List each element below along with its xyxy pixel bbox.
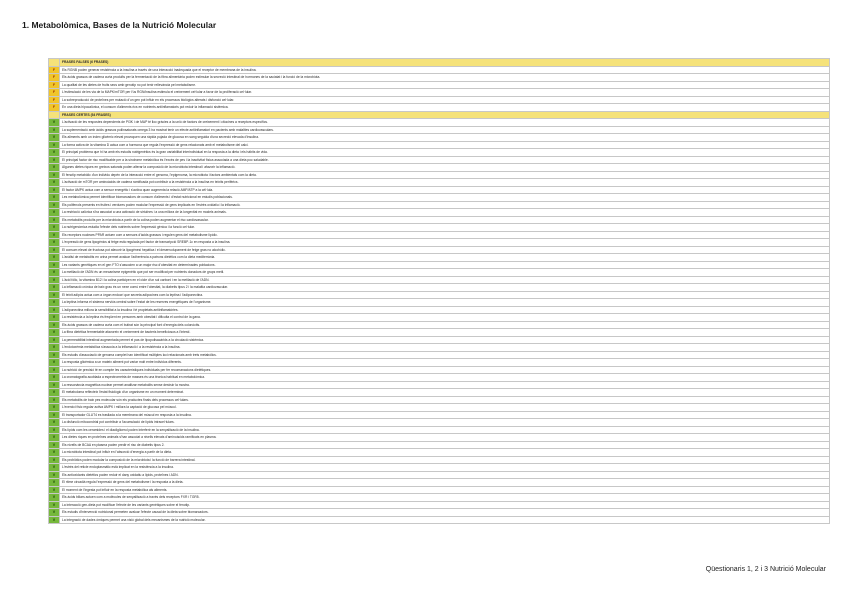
sheet-row [49,231,830,239]
sheet-row [49,381,830,389]
true-mark-cell: V [49,464,60,472]
statement-cell: Els àcids biliars actuen com a molècules de senyalització a través dels receptors FXR i TGR5. [60,494,830,502]
statement-cell: Els àcids grassos de cadena curta produïts per la fermentació de la fibra alimentària poden estimular la secreció intestinal de hormones de la saciatat i la funció de la microbiota. [60,74,830,82]
statement-cell: Els lípids com les ceramides i el diacilglicerol poden interferir en la senyalització de la insulina. [60,426,830,434]
statement-cell: La metilació de l'ADN és un mecanisme epigenètic que pot ser modificat per nutrients donadors de grups metil. [60,269,830,277]
sheet-row [49,336,830,344]
sheet-row [49,314,830,322]
section-title: FRASES CERTES (54 FRASES) [60,111,830,119]
sheet-row [49,179,830,187]
true-mark-cell: V [49,441,60,449]
sheet-row [49,479,830,487]
true-mark-cell: V [49,201,60,209]
sheet-row [49,359,830,367]
sheet-row [49,74,830,82]
sheet-row [49,119,830,127]
statement-cell: Les dietes riques en proteïnes animals s'han associat a nivells elevats d'aminoàcids ramificats en plasma. [60,434,830,442]
sheet-row [49,171,830,179]
sheet-row [49,134,830,142]
sheet-row [49,164,830,172]
true-mark-cell: V [49,449,60,457]
sheet-section-header [49,59,830,67]
true-mark-cell: V [49,381,60,389]
statement-cell: Els probiòtics poden modular la composició de la microbiota i la funció de barrera intestinal. [60,456,830,464]
true-mark-cell: V [49,224,60,232]
true-mark-cell: V [49,164,60,172]
true-mark-cell: V [49,299,60,307]
statement-cell: Els metabolits de baix pes molecular són els productes finals dels processos cel·lulars. [60,396,830,404]
statement-cell: L'estrès del reticle endoplasmàtic està implicat en la resistència a la insulina. [60,464,830,472]
statement-cell: El fenotip metabòlic d'un individu depèn de la interacció entre el genoma, l'epigenoma, la microbiota i factors ambientals com la dieta. [60,171,830,179]
true-mark-cell: V [49,501,60,509]
statement-cell: El teixit adipós actua com a òrgan endocrí que secreta adipocines com la leptina i l'adiponectina. [60,291,830,299]
statement-cell: Els estudis d'intervenció nutricional permeten avaluar l'efecte causal de la dieta sobre biomarcadors. [60,509,830,517]
true-mark-cell: V [49,486,60,494]
statement-cell: Els antioxidants dietètics poden reduir el dany oxidatiu a lípids, proteïnes i ADN. [60,471,830,479]
statement-cell: El ritme circadià regula l'expressió de gens del metabolisme i la resposta a la dieta. [60,479,830,487]
statement-cell: Les variants genètiques en el gen FTO s'associen a un major risc d'obesitat en determinades poblacions. [60,261,830,269]
statement-cell: El factor AMPK actua com a sensor energètic i s'activa quan augmenta la relació AMP/ATP a la cèl·lula. [60,186,830,194]
statement-cell: L'endotoxèmia metabòlica s'associa a la inflamació i a la resistència a la insulina. [60,344,830,352]
statement-cell: Els receptors nuclears PPAR actuen com a sensors d'àcids grassos i regulen gens del metabolisme lipídic. [60,231,830,239]
answer-sheet-body [49,59,830,524]
true-mark-cell: V [49,261,60,269]
statement-cell: El moment de l'ingesta pot influir en la resposta metabòlica als aliments. [60,486,830,494]
sheet-row [49,471,830,479]
statement-cell: La microbiota intestinal pot influir en l'absorció d'energia a partir de la dieta. [60,449,830,457]
statement-cell: La integració de dades òmiques permet una visió global dels mecanismes de la nutrició molecular. [60,516,830,524]
statement-cell: Els polifenols presents en fruites i verdures poden modular l'expressió de gens implicats en l'estrès oxidatiu i la inflamació. [60,201,830,209]
statement-cell: Les metabolòmica permet identificar biomarcadors de consum d'aliments i d'estat nutricional en estudis poblacionals. [60,194,830,202]
sheet-row [49,224,830,232]
sheet-row [49,516,830,524]
statement-cell: La resposta glicèmica a un mateix aliment pot variar molt entre individus diferents. [60,359,830,367]
true-mark-cell: V [49,276,60,284]
true-mark-cell: V [49,306,60,314]
sheet-row [49,216,830,224]
sheet-row [49,194,830,202]
sheet-row [49,441,830,449]
statement-cell: La ressonància magnètica nuclear permet analitzar metabolits sense destruir la mostra. [60,381,830,389]
false-mark-cell: F [49,81,60,89]
true-mark-cell: V [49,149,60,157]
sheet-row [49,239,830,247]
statement-cell: L'estimulació de les via de la MAPK/mTOR per l'ús RGN/insulina estimula el creixement cel·lular a favor de la proliferació cel·lular. [60,89,830,97]
answer-sheet-table [48,58,830,524]
sheet-row [49,321,830,329]
statement-cell: L'àcid fòlic, la vitamina B12 i la colina participen en el cicle d'un sol carboni i en la metilació de l'ADN. [60,276,830,284]
sheet-row [49,396,830,404]
sheet-row [49,156,830,164]
statement-cell: La cromatografia acoblada a espectrometria de masses és una tècnica habitual en metabolòmica. [60,374,830,382]
false-mark-cell: F [49,96,60,104]
true-mark-cell: V [49,389,60,397]
true-mark-cell: V [49,351,60,359]
sheet-row [49,269,830,277]
statement-cell: Els nivells de BCAA en plasma poden predir el risc de diabetis tipus 2. [60,441,830,449]
true-mark-cell: V [49,239,60,247]
sheet-row [49,186,830,194]
true-mark-cell: V [49,359,60,367]
sheet-row [49,276,830,284]
sheet-row [49,501,830,509]
statement-cell: La disfunció mitocondrial pot contribuir a l'acumulació de lípids intracel·lulars. [60,419,830,427]
true-mark-cell: V [49,171,60,179]
true-mark-cell: V [49,344,60,352]
statement-cell: El principal problema que hi ha amb els estudis nutrigenètics és la gran variabilitat interindividual en la resposta a la dieta i els hàbits de vida. [60,149,830,157]
sheet-row [49,126,830,134]
sheet-row [49,66,830,74]
sheet-row [49,449,830,457]
statement-cell: L'exercici físic regular activa AMPK i millora la captació de glucosa pel múscul. [60,404,830,412]
sheet-row [49,404,830,412]
statement-cell: La nutrició de precisió té en compte les característiques individuals per fer recomanacions dietètiques. [60,366,830,374]
true-mark-cell: V [49,284,60,292]
false-mark-cell: F [49,74,60,82]
statement-cell: L'activació de les respostes dependents de PI3K i de MAP té lloc gràcies a la unió de factors de creixement i citocines a receptors específics. [60,119,830,127]
sheet-row [49,246,830,254]
false-mark-cell: F [49,89,60,97]
true-mark-cell: V [49,434,60,442]
statement-cell: En una dieta hipocalòrica, el consum d'aliments rics en nutrients antiinflamatoris pot reduir la inflamació sistèmica. [60,104,830,112]
statement-cell: La restricció calòrica s'ha associat a una activació de sirtuïnes i a una millora de la longevitat en models animals. [60,209,830,217]
true-mark-cell: V [49,156,60,164]
sheet-row [49,96,830,104]
sheet-row [49,291,830,299]
statement-cell: La nutrigenòmica estudia l'efecte dels nutrients sobre l'expressió gènica i la funció cel·lular. [60,224,830,232]
true-mark-cell: V [49,231,60,239]
sheet-row [49,329,830,337]
header-mark-cell [49,111,60,119]
document-title: 1. Metabolòmica, Bases de la Nutrició Molecular [22,20,217,30]
true-mark-cell: V [49,186,60,194]
sheet-row [49,201,830,209]
statement-cell: Els metabolits produïts per la microbiota a partir de la colina poden augmentar el risc cardiovascular. [60,216,830,224]
sheet-row [49,351,830,359]
sheet-row [49,299,830,307]
statement-cell: L'anàlisi de metabolits en orina permet avaluar l'adherència a patrons dietètics com la dieta mediterrània. [60,254,830,262]
true-mark-cell: V [49,479,60,487]
sheet-row [49,344,830,352]
sheet-row [49,261,830,269]
sheet-row [49,366,830,374]
statement-cell: La sobreproducció de proteïnes per mutació d'un gen pot influir en els processos biològics alterats i disfunció cel·lular. [60,96,830,104]
statement-cell: La permeabilitat intestinal augmentada permet el pas de lipopolisacàrids a la circulació sistèmica. [60,336,830,344]
statement-cell: Els aliments amb un índex glicèmic elevat provoquen una ràpida pujada de glucosa en sang seguida d'una secreció elevada d'insulina. [60,134,830,142]
section-title: FRASES FALSES (6 FRASES) [60,59,830,67]
false-mark-cell: F [49,104,60,112]
true-mark-cell: V [49,411,60,419]
statement-cell: La fibra dietètica fermentable afavoreix el creixement de bacteris beneficiosos a l'intestí. [60,329,830,337]
page-footer: Qüestionaris 1, 2 i 3 Nutrició Molecular [705,566,826,573]
sheet-row [49,419,830,427]
sheet-row [49,509,830,517]
statement-cell: L'activació de mTOR per aminoàcids de cadena ramificada pot contribuir a la resistència a la insulina en teixits perifèrics. [60,179,830,187]
sheet-row [49,494,830,502]
sheet-row [49,486,830,494]
statement-cell: El metaboloma reflecteix l'estat fisiològic d'un organisme en un moment determinat. [60,389,830,397]
true-mark-cell: V [49,471,60,479]
true-mark-cell: V [49,396,60,404]
true-mark-cell: V [49,374,60,382]
true-mark-cell: V [49,404,60,412]
sheet-row [49,411,830,419]
sheet-row [49,209,830,217]
statement-cell: El principal factor de risc modificable per a la síndrome metabòlica és l'excés de pes i la inactivitat física associada a una dieta poc saludable. [60,156,830,164]
true-mark-cell: V [49,179,60,187]
sheet-row [49,284,830,292]
true-mark-cell: V [49,456,60,464]
statement-cell: La suplementació amb àcids grassos poliinsaturats omega 3 ha mostrat tenir un efecte antiinflamatori en pacients amb malalties cardiovasculars. [60,126,830,134]
true-mark-cell: V [49,419,60,427]
statement-cell: La resistència a la leptina és freqüent en persones amb obesitat i dificulta el control de la gana. [60,314,830,322]
true-mark-cell: V [49,336,60,344]
statement-cell: El consum elevat de fructosa pot afavorir la lipogènesi hepàtica i el desenvolupament de fetge gras no alcohòlic. [60,246,830,254]
true-mark-cell: V [49,314,60,322]
true-mark-cell: V [49,494,60,502]
sheet-row [49,464,830,472]
sheet-row [49,149,830,157]
sheet-section-header [49,111,830,119]
statement-cell: Els RGNB poden generar resistència a la insulina a través de una interacció inadequada que el receptor de membrana de la insulina. [60,66,830,74]
sheet-row [49,104,830,112]
true-mark-cell: V [49,246,60,254]
statement-cell: L'adiponectina millora la sensibilitat a la insulina i té propietats antiinflamatòries. [60,306,830,314]
sheet-row [49,374,830,382]
statement-cell: Algunes dietes riques en greixos saturats poden alterar la composició de la microbiota intestinal i afavorir la inflamació. [60,164,830,172]
true-mark-cell: V [49,254,60,262]
statement-cell: Els àcids grassos de cadena curta com el butirat són la principal font d'energia dels colonòcits. [60,321,830,329]
true-mark-cell: V [49,516,60,524]
sheet-row [49,434,830,442]
true-mark-cell: V [49,291,60,299]
true-mark-cell: V [49,134,60,142]
true-mark-cell: V [49,126,60,134]
sheet-row [49,426,830,434]
statement-cell: La leptina informa el sistema nerviós central sobre l'estat de les reserves energètiques de l'organisme. [60,299,830,307]
true-mark-cell: V [49,141,60,149]
header-mark-cell [49,59,60,67]
true-mark-cell: V [49,194,60,202]
statement-cell: La inflamació crònica de baix grau és un nexe comú entre l'obesitat, la diabetis tipus 2 i la malaltia cardiovascular. [60,284,830,292]
true-mark-cell: V [49,269,60,277]
true-mark-cell: V [49,209,60,217]
statement-cell: L'expressió de gens lipogènics al fetge està regulada pel factor de transcripció SREBP-1c en resposta a la insulina. [60,239,830,247]
true-mark-cell: V [49,329,60,337]
true-mark-cell: V [49,216,60,224]
true-mark-cell: V [49,321,60,329]
true-mark-cell: V [49,119,60,127]
statement-cell: El transportador GLUT4 es trasllada a la membrana del múscul en resposta a la insulina. [60,411,830,419]
sheet-row [49,89,830,97]
true-mark-cell: V [49,426,60,434]
sheet-row [49,141,830,149]
sheet-row [49,81,830,89]
statement-cell: Els estudis d'associació de genoma complet han identificat múltiples loci relacionats amb trets metabòlics. [60,351,830,359]
sheet-row [49,456,830,464]
statement-cell: La forma activa de la vitamina D actua com a hormona que regula l'expressió de gens relacionats amb el metabolisme del calci. [60,141,830,149]
statement-cell: La qualitat de les dietes de fruits secs amb genotip no pot tenir rellevància pel metabolisme. [60,81,830,89]
statement-cell: La interacció gen-dieta pot modificar l'efecte de les variants genètiques sobre el fenotip. [60,501,830,509]
sheet-row [49,254,830,262]
sheet-row [49,389,830,397]
false-mark-cell: F [49,66,60,74]
true-mark-cell: V [49,509,60,517]
sheet-row [49,306,830,314]
true-mark-cell: V [49,366,60,374]
